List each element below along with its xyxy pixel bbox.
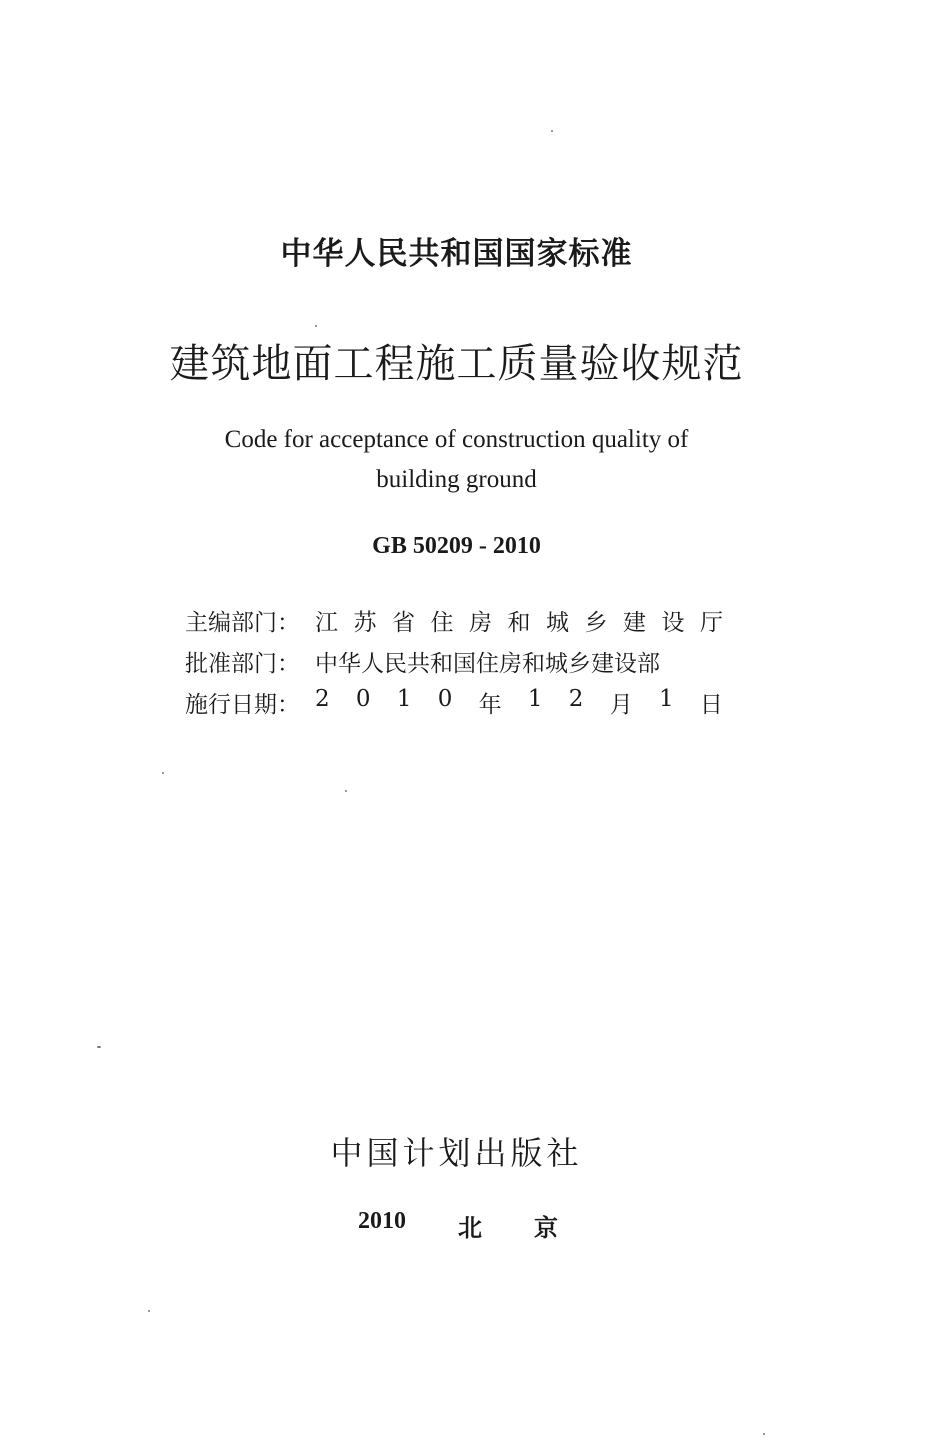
editor-char: 和 bbox=[507, 610, 531, 636]
effective-date-value bbox=[315, 686, 745, 719]
editor-char: 城 bbox=[546, 610, 569, 636]
effective-date-label: 施行日期： bbox=[185, 692, 300, 718]
scan-speck bbox=[345, 790, 347, 792]
publisher-name: 中国计划出版社 bbox=[330, 1134, 583, 1172]
editor-char: 设 bbox=[661, 610, 685, 636]
date-char: 2 bbox=[315, 686, 330, 712]
english-title-line-1: Code for acceptance of construction quality of bbox=[224, 426, 689, 453]
scan-speck bbox=[551, 130, 553, 132]
standard-type-heading: 中华人民共和国国家标准 bbox=[280, 236, 633, 272]
editor-char: 房 bbox=[469, 610, 492, 636]
date-char: 年 bbox=[478, 692, 502, 718]
editor-char: 建 bbox=[623, 610, 646, 636]
date-char: 2 bbox=[568, 686, 584, 712]
date-char: 月 bbox=[609, 692, 633, 718]
date-char: 0 bbox=[355, 686, 371, 712]
effective-date-row bbox=[185, 682, 745, 723]
editor-char: 江 bbox=[315, 610, 338, 636]
standard-code: GB 50209 - 2010 bbox=[372, 533, 541, 559]
publication-year: 2010 bbox=[358, 1208, 406, 1234]
editor-label: 主编部门： bbox=[185, 610, 300, 636]
date-char: 1 bbox=[658, 686, 674, 712]
date-char: 1 bbox=[396, 686, 412, 712]
editor-row bbox=[185, 600, 745, 641]
date-char: 0 bbox=[437, 686, 453, 712]
editor-char: 住 bbox=[430, 610, 454, 636]
scan-speck bbox=[763, 1433, 765, 1435]
chinese-title: 建筑地面工程施工质量验收规范 bbox=[169, 341, 744, 387]
scan-speck bbox=[162, 772, 164, 774]
scan-speck bbox=[148, 1310, 150, 1312]
editor-char: 乡 bbox=[584, 610, 608, 636]
editor-char: 苏 bbox=[353, 610, 377, 636]
scan-speck bbox=[97, 1046, 101, 1048]
approver-value: 中华人民共和国住房和城乡建设部 bbox=[315, 651, 660, 677]
approver-row bbox=[185, 641, 745, 682]
english-title-line-2: building ground bbox=[376, 466, 537, 493]
info-block bbox=[185, 600, 745, 723]
english-title bbox=[0, 420, 913, 500]
editor-char: 省 bbox=[392, 610, 415, 636]
editor-value bbox=[315, 604, 745, 637]
imprint-line bbox=[358, 1208, 610, 1243]
date-char: 日 bbox=[699, 692, 723, 718]
scan-speck bbox=[315, 325, 317, 327]
editor-char: 厅 bbox=[700, 610, 723, 636]
publication-city: 北京 bbox=[458, 1214, 610, 1242]
date-char: 1 bbox=[527, 686, 543, 712]
approver-label: 批准部门： bbox=[185, 651, 300, 677]
